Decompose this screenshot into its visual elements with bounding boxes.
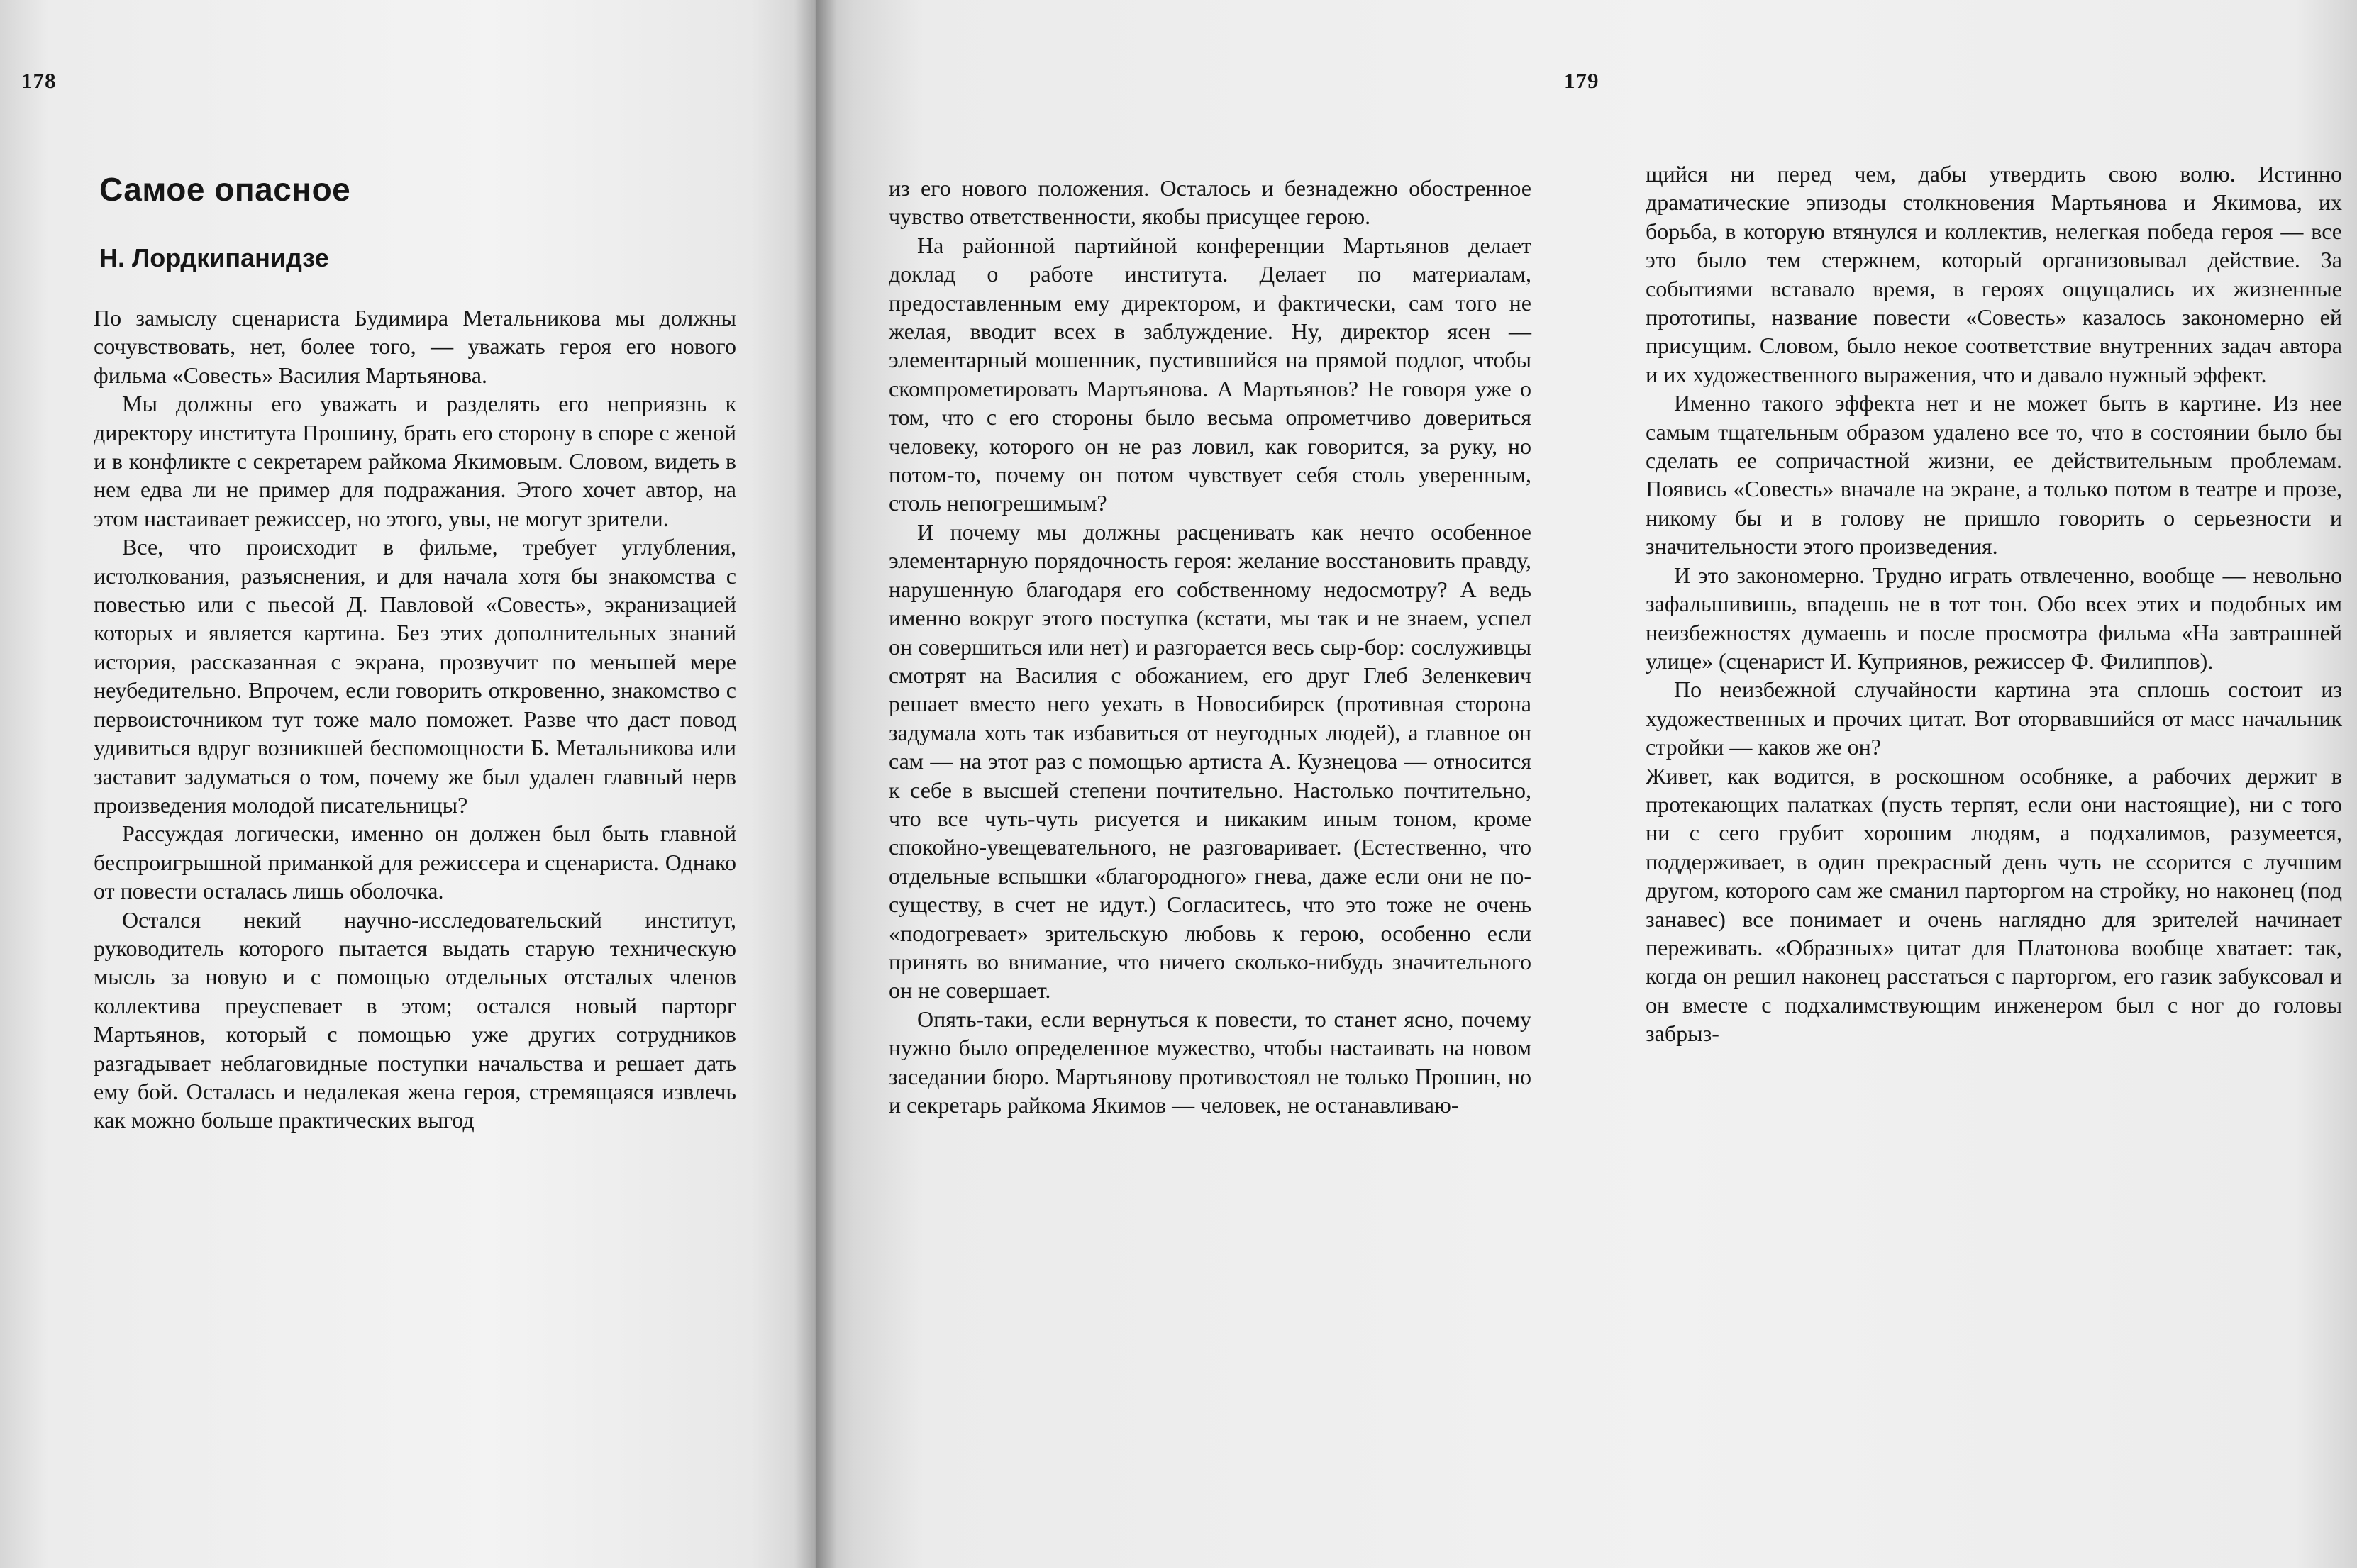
paragraph: Опять-таки, если вернуться к повести, то станет ясно, почему нужно было определенное мужество, чтобы настаивать на новом заседании бюро. Мартьянову противостоял не только Прошин, но и секретарь райкома Якимов — человек, не останавливаю- xyxy=(889,1006,1531,1118)
paragraph: Остался некий научно-исследовательский институт, руководитель которого пытается выдать старую техническую мысль за новую и с помощью отдельных отсталых членов коллектива преуспевает в этом; остался новый парторг Мартьянов, который с помощью уже других сотрудников разгадывает неблаговидные поступки начальства и решает дать ему бой. Осталась и недалекая жена героя, стремящаяся извлечь как можно больше практических выгод xyxy=(94,906,736,1133)
right-column-1 xyxy=(889,174,1531,1119)
paragraph: Все, что происходит в фильме, требует углубления, истолкования, разъяснения, и для начала хотя бы знакомства с повестью или с пьесой Д. Павловой «Совесть», экранизацией которых и является картина. Без этих дополнительных знаний история, рассказанная с экрана, прозвучит по меньшей мере неубедительно. Впрочем, если говорить откровенно, знакомство с первоисточником тут тоже мало поможет. Разве что даст повод удивиться вдруг возникшей беспомощности Б. Метальникова или заставит задуматься о том, почему же был удален главный нерв произведения молодой писательницы? xyxy=(94,534,736,818)
right-column-2 xyxy=(1646,160,2342,1048)
paragraph: Рассуждая логически, именно он должен был быть главной беспроигрышной приманкой для режиссера и сценариста. Однако от повести осталась лишь оболочка. xyxy=(94,821,736,904)
page-number-left: 178 xyxy=(21,68,57,93)
paragraph: щийся ни перед чем, дабы утвердить свою волю. Истинно драматические эпизоды столкновения Мартьянова и Якимова, их борьба, в которую втянулся и коллектив, нелегкая победа героя — все это было тем стержнем, который организовывал действие. За событиями вставало время, в героях ощущались их жизненные прототипы, название повести «Совесть» казалось закономерно ей присущим. Словом, было некое соответствие внутренних задач автора и их художественного выражения, что и давало нужный эффект. xyxy=(1646,161,2342,387)
paragraph: И это закономерно. Трудно играть отвлеченно, вообще — невольно зафальшивишь, впадешь не в тот тон. Обо всех этих и подобных им неизбежностях думаешь и после просмотра фильма «На завтрашней улице» (сценарист И. Куприянов, режиссер Ф. Филиппов). xyxy=(1646,562,2342,674)
left-page xyxy=(0,0,816,1568)
book-gutter xyxy=(794,0,837,1568)
left-column xyxy=(94,304,736,1135)
paragraph: На районной партийной конференции Мартьянов делает доклад о работе института. Делает по материалам, предоставленным ему директором, и фактически, сам того не желая, вводит всех в заблуждение. Ну, директор ясен — элементарный мошенник, пустившийся на прямой подлог, чтобы скомпрометировать Мартьянова. А Мартьянов? Не говоря уже о том, что с его стороны было весьма опрометчиво довериться человеку, которого он не раз ловил, как говорится, за руку, но потом-то, почему он потом чувствует себя столь уверенным, столь непогрешимым? xyxy=(889,232,1531,516)
paragraph: Мы должны его уважать и разделять его неприязнь к директору института Прошину, брать его сторону в споре с женой и в конфликте с секретарем райкома Якимовым. Словом, видеть в нем едва ли не пример для подражания. Этого хочет автор, на этом настаивает режиссер, но этого, увы, не могут зрители. xyxy=(94,391,736,531)
paragraph: И почему мы должны расценивать как нечто особенное элементарную порядочность героя: желание восстановить правду, нарушенную благодаря его собственному недосмотру? А ведь именно вокруг этого поступка (кстати, мы так и не знаем, успел он совершиться или нет) и разгорается весь сыр-бор: сослуживцы смотрят на Василия с обожанием, его друг Глеб Зеленкевич решает вместо него уехать в Новосибирск (противная сторона задумала хоть так избавиться от неугодных людей), а главное он сам — на этот раз с помощью артиста А. Кузнецова — относится к себе в высшей степени почтительно. Настолько почтительно, что все чуть-чуть рисуется и никаким иным тоном, кроме спокойно-увещевательного, не разговаривает. (Естественно, что отдельные вспышки «благородного» гнева, даже если они не по-существу, в счет не идут.) Согласитесь, что это тоже не очень «подогревает» зрительскую любовь к герою, особенно если принять во внимание, что ничего сколько-нибудь значительного он не совершает. xyxy=(889,518,1531,1003)
article-title: Самое опасное xyxy=(99,171,351,208)
paragraph: из его нового положения. Осталось и безнадежно обостренное чувство ответственности, якобы присущее герою. xyxy=(889,175,1531,230)
paragraph: По неизбежной случайности картина эта сплошь состоит из художественных и прочих цитат. Вот оторвавшийся от масс начальник стройки — каков же он? xyxy=(1646,677,2342,760)
paragraph: По замыслу сценариста Будимира Метальникова мы должны сочувствовать, нет, более того, — уважать героя его нового фильма «Совесть» Василия Мартьянова. xyxy=(94,305,736,388)
paragraph: Живет, как водится, в роскошном особняке, а рабочих держит в протекающих палатках (пусть терпят, если они настоящие), ни с того ни с сего грубит хорошим людям, а подхалимов, разумеется, поддерживает, в один прекрасный день чуть не ссорится с лучшим другом, которого сам же сманил парторгом на стройку, но наконец (под занавес) все понимает и очень наглядно для зрителей начинает переживать. «Образных» цитат для Платонова вообще хватает: так, когда он решил наконец расстаться с парторгом, его газик забуксовал и он вместе с подхалимствующим инженером был с ног до головы забрыз- xyxy=(1646,762,2342,1047)
page-number-right: 179 xyxy=(1564,68,1599,93)
paragraph: Именно такого эффекта нет и не может быть в картине. Из нее самым тщательным образом удалено все то, что в состоянии было бы сделать ее сопричастной жизни, ее действительным проблемам. Появись «Совесть» вначале на экране, а только потом в театре и прозе, никому бы и в голову не пришло говорить о серьезности и значительности этого произведения. xyxy=(1646,390,2342,560)
article-author: Н. Лордкипанидзе xyxy=(99,243,329,272)
right-page xyxy=(816,0,2357,1568)
